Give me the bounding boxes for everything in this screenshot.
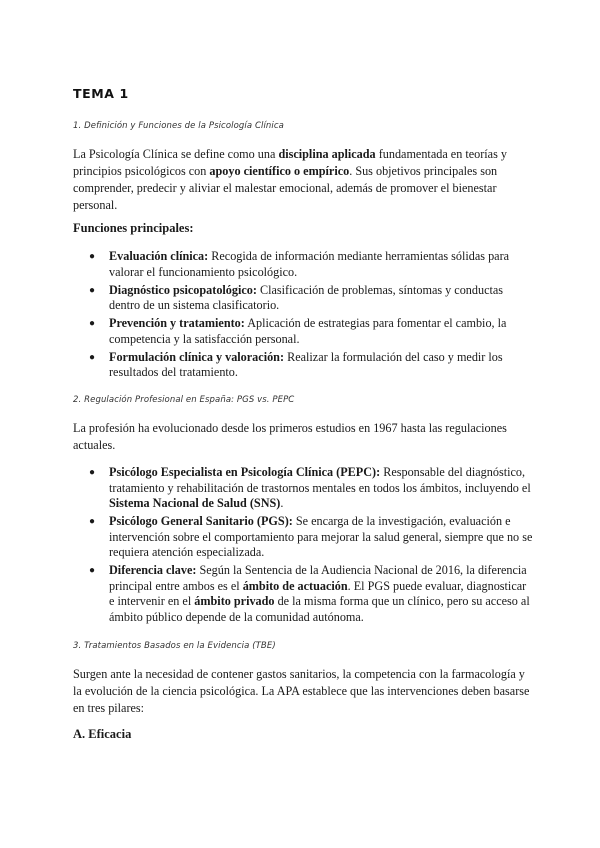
item-text: Realizar la formulación del caso y medir los resultados del tratamiento. bbox=[109, 349, 503, 379]
list-item bbox=[73, 283, 533, 314]
bullet-icon: ● bbox=[89, 251, 96, 262]
item-label: Prevención y tratamiento: bbox=[109, 316, 245, 330]
list-item bbox=[73, 563, 533, 625]
bold-run: apoyo científico o empírico bbox=[209, 164, 350, 178]
bullet-icon: ● bbox=[89, 516, 96, 527]
bold-run: ámbito privado bbox=[194, 594, 275, 608]
list-item bbox=[73, 465, 533, 512]
list-item bbox=[73, 249, 533, 280]
item-text: Recogida de información mediante herramientas sólidas para valorar el funcionamiento psicológico. bbox=[109, 249, 510, 279]
item-text: Se encarga de la investigación, evaluación e intervención sobre el comportamiento para mejorar la salud general, siempre que no se requiera atención especializada. bbox=[109, 514, 533, 559]
item-text: . bbox=[280, 496, 284, 510]
item-label: Psicólogo Especialista en Psicología Clínica (PEPC): bbox=[109, 465, 381, 479]
section-2-paragraph: La profesión ha evolucionado desde los primeros estudios en 1967 hasta las regulaciones actuales. bbox=[73, 421, 507, 452]
item-label: Psicólogo General Sanitario (PGS): bbox=[109, 514, 293, 528]
text-run: La Psicología Clínica se define como una bbox=[73, 147, 279, 161]
bold-run: ámbito de actuación bbox=[242, 578, 348, 593]
item-text: Clasificación de problemas, síntomas y conductas dentro de un sistema clasificatorio. bbox=[109, 282, 504, 312]
list-item bbox=[73, 316, 533, 347]
bullet-icon: ● bbox=[89, 351, 96, 363]
efficacy-subheading: A. Eficacia bbox=[73, 727, 132, 741]
section-1-paragraph bbox=[73, 146, 533, 214]
functions-list bbox=[73, 249, 533, 383]
bold-run: disciplina aplicada bbox=[278, 147, 376, 161]
text-run: fundamentada en teorías y principios psicológicos con bbox=[73, 147, 507, 178]
text-run: . Sus objetivos principales son comprender, predecir y aliviar el malestar emocional, además de promover el bienestar personal. bbox=[73, 164, 498, 212]
section-3-heading: 3. Tratamientos Basados en la Evidencia (TBE) bbox=[73, 641, 276, 651]
list-item bbox=[73, 514, 533, 561]
item-text: . El PGS puede evaluar, diagnosticar e intervenir en el bbox=[109, 578, 527, 608]
bullet-icon: ● bbox=[89, 284, 96, 296]
roles-list bbox=[73, 465, 533, 628]
item-label: Diagnóstico psicopatológico: bbox=[109, 282, 257, 297]
item-text: Según la Sentencia de la Audiencia Nacional de 2016, la diferencia principal entre ambos es el bbox=[109, 563, 527, 593]
bullet-icon: ● bbox=[89, 565, 96, 576]
list-item bbox=[73, 350, 533, 381]
document-title: TEMA 1 bbox=[73, 86, 129, 101]
item-label: Diferencia clave: bbox=[109, 563, 197, 577]
functions-subheading: Funciones principales: bbox=[73, 221, 194, 235]
item-label: Evaluación clínica: bbox=[109, 249, 209, 263]
item-text: Responsable del diagnóstico, tratamiento y rehabilitación de trastornos mentales en todos los ámbitos, incluyendo el bbox=[109, 465, 531, 495]
bullet-icon: ● bbox=[89, 318, 96, 329]
bold-run: Sistema Nacional de Salud (SNS) bbox=[109, 496, 281, 510]
item-label: Formulación clínica y valoración: bbox=[109, 349, 285, 364]
section-3-paragraph: Surgen ante la necesidad de contener gastos sanitarios, la competencia con la farmacología y la evolución de la ciencia psicológica. La APA establece que las intervenciones deben basarse en tres pilares: bbox=[73, 667, 530, 715]
section-1-heading: 1. Definición y Funciones de la Psicología Clínica bbox=[73, 121, 284, 131]
item-text: de la misma forma que un clínico, pero su acceso al ámbito público depende de la comunidad autónoma. bbox=[109, 594, 530, 624]
bullet-icon: ● bbox=[89, 467, 96, 478]
item-text: Aplicación de estrategias para fomentar el cambio, la competencia y la satisfacción personal. bbox=[109, 316, 507, 346]
section-2-heading: 2. Regulación Profesional en España: PGS vs. PEPC bbox=[73, 395, 295, 405]
